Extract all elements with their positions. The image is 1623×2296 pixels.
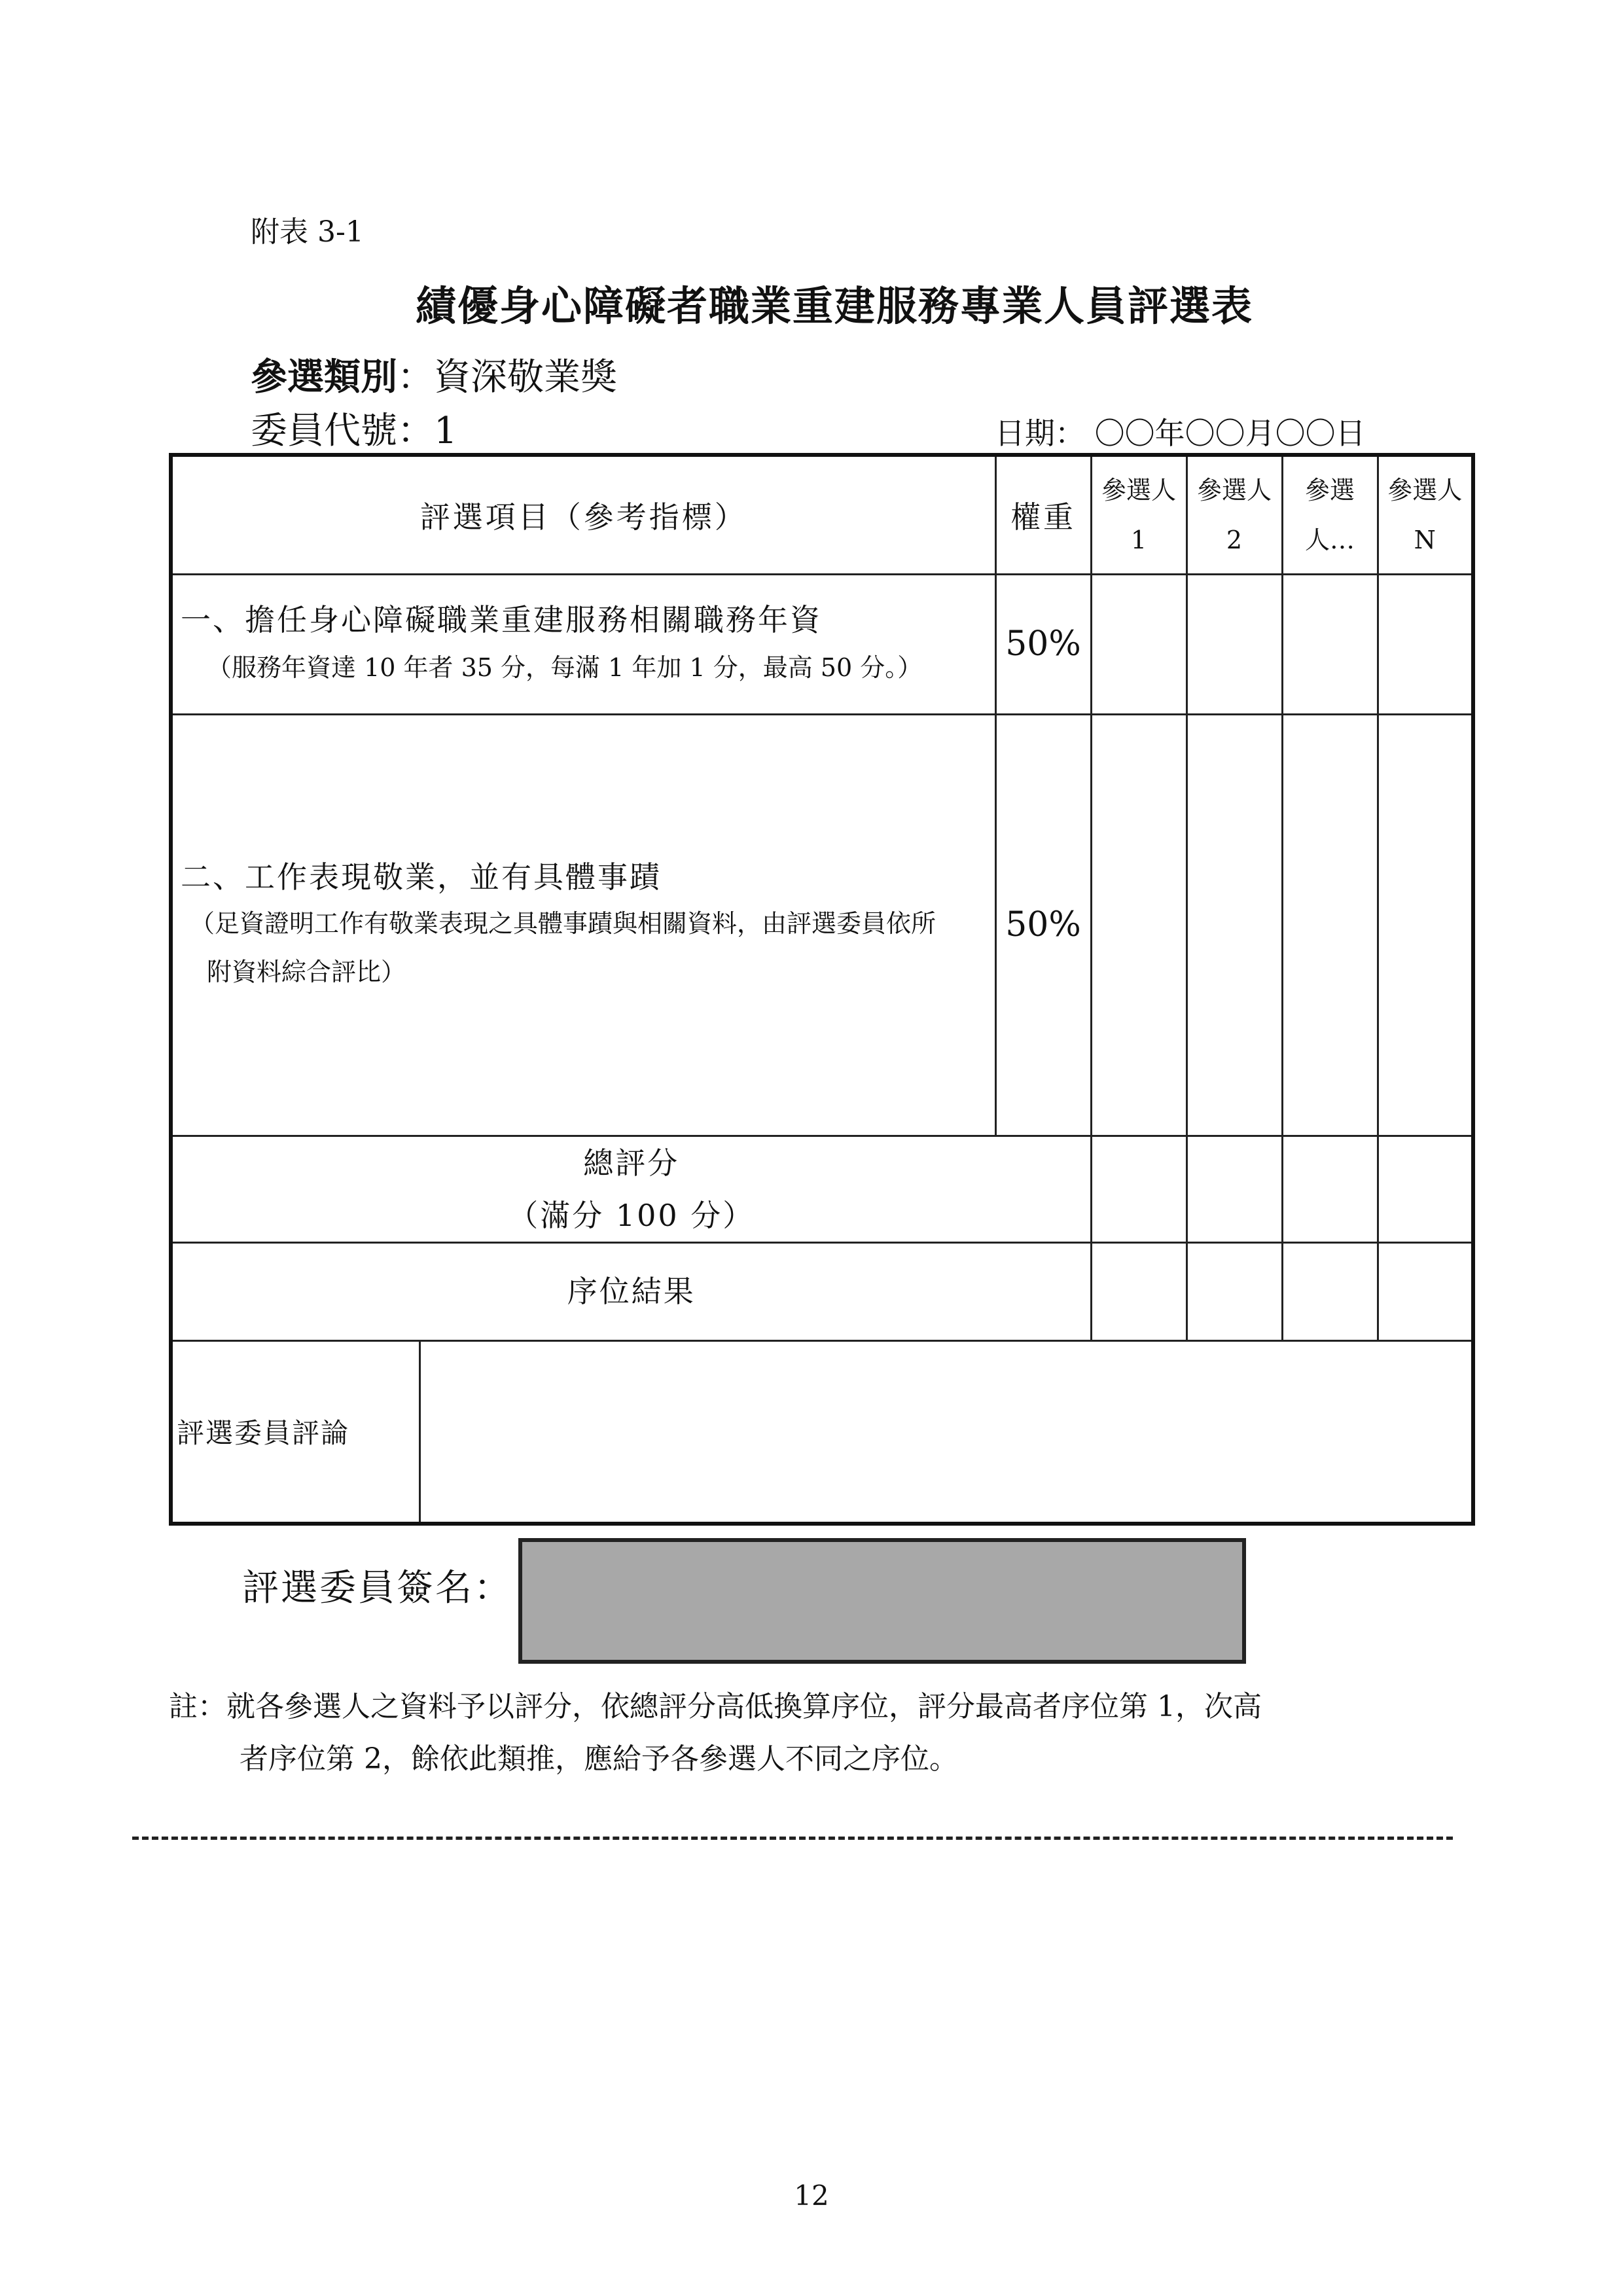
comment-row (171, 1340, 1473, 1524)
cut-line (132, 1837, 1453, 1840)
criterion-row (171, 574, 1473, 714)
candidate-header-line1: 參選人 (1101, 475, 1176, 505)
signature-label: 評選委員簽名： (242, 1567, 512, 1609)
criterion-title: 二、工作表現敬業，並有具體事蹟 (181, 859, 662, 895)
rank-label: 序位結果 (171, 1242, 1091, 1340)
total-cell[interactable] (1186, 1136, 1282, 1242)
criterion-row (171, 714, 1473, 1136)
score-cell[interactable] (1091, 574, 1186, 714)
rank-cell[interactable] (1282, 1242, 1378, 1340)
total-cell[interactable] (1091, 1136, 1186, 1242)
category-value: ：資深敬業獎 (397, 356, 617, 399)
item-header: 評選項目（參考指標） (171, 455, 995, 574)
total-sub: （滿分 100 分） (508, 1197, 755, 1233)
criterion-title: 一、擔任身心障礙職業重建服務相關職務年資 (181, 602, 822, 637)
total-cell[interactable] (1282, 1136, 1378, 1242)
candidate-header-line2: N (1414, 525, 1436, 554)
criterion-weight: 50% (995, 714, 1091, 1136)
date-value: 〇〇年〇〇月〇〇日 (1094, 416, 1366, 451)
appendix-label: 附表 3-1 (251, 215, 364, 249)
category-line (251, 348, 617, 401)
total-cell[interactable] (1378, 1136, 1473, 1242)
candidate-header-line1: 參選人 (1196, 475, 1272, 505)
weight-header: 權重 (995, 455, 1091, 574)
criterion-desc: （服務年資達 10 年者 35 分，每滿 1 年加 1 分，最高 50 分。） (207, 653, 923, 682)
criterion-weight: 50% (995, 574, 1091, 714)
signature-field[interactable] (518, 1538, 1246, 1664)
criterion-desc: （足資證明工作有敬業表現之具體事蹟與相關資料，由評選委員依所 (190, 909, 936, 938)
score-cell[interactable] (1378, 714, 1473, 1136)
total-label: 總評分 (583, 1145, 680, 1181)
candidate-header-line2: 1 (1130, 525, 1147, 554)
score-cell[interactable] (1282, 574, 1378, 714)
candidate-header-line2: 人… (1304, 525, 1355, 554)
rank-cell[interactable] (1186, 1242, 1282, 1340)
candidate-header (1378, 455, 1473, 574)
candidate-header-line1: 參選人 (1387, 475, 1463, 505)
candidate-header-line2: 2 (1226, 525, 1243, 554)
total-row (171, 1136, 1473, 1242)
member-value: ：1 (397, 410, 457, 452)
member-label: 委員代號 (251, 410, 397, 452)
category-label: 參選類別 (251, 355, 397, 399)
rank-cell[interactable] (1091, 1242, 1186, 1340)
criterion-cell (171, 714, 995, 1136)
header-row (171, 455, 1473, 574)
date-label: 日期： (995, 416, 1085, 451)
candidate-header-line1: 參選 (1304, 475, 1355, 505)
comment-field[interactable] (419, 1340, 1473, 1524)
member-line (251, 402, 457, 454)
score-cell[interactable] (1186, 714, 1282, 1136)
candidate-header (1282, 455, 1378, 574)
score-cell[interactable] (1091, 714, 1186, 1136)
score-cell[interactable] (1186, 574, 1282, 714)
total-label-cell (171, 1136, 1091, 1242)
candidate-header (1091, 455, 1186, 574)
date-line (995, 410, 1366, 453)
criterion-desc-cont: 附資料綜合評比） (207, 958, 406, 986)
score-table (169, 453, 1475, 1526)
page-number: 12 (794, 2179, 829, 2212)
form-title: 績優身心障礙者職業重建服務專業人員評選表 (415, 282, 1253, 330)
comment-label: 評選委員評論 (171, 1340, 419, 1524)
score-cell[interactable] (1378, 574, 1473, 714)
note (169, 1681, 1412, 1785)
note-line2: 者序位第 2，餘依此類推，應給予各參選人不同之序位。 (240, 1742, 958, 1776)
rank-row (171, 1242, 1473, 1340)
rank-cell[interactable] (1378, 1242, 1473, 1340)
score-cell[interactable] (1282, 714, 1378, 1136)
candidate-header (1186, 455, 1282, 574)
criterion-cell (171, 574, 995, 714)
note-line1: 註：就各參選人之資料予以評分，依總評分高低換算序位，評分最高者序位第 1，次高 (169, 1690, 1262, 1723)
